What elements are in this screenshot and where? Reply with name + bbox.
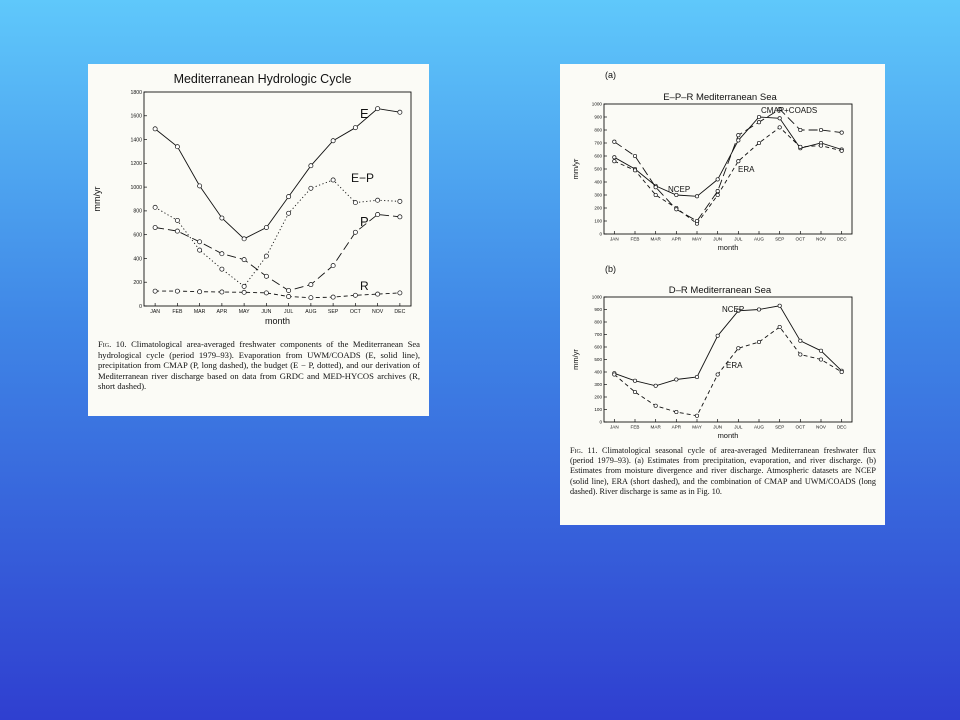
fig11b-series-ncep-point [799,339,802,342]
fig11a-ytick-label: 200 [594,205,602,211]
fig10-series-e-label: E [360,106,369,121]
fig10-series-e-p-point [309,186,313,190]
fig11a-ytick-label: 100 [594,218,602,224]
fig11b-series-era-point [675,410,678,413]
fig10-xtick-label: MAY [238,309,250,316]
fig10-series-p-point [175,229,179,233]
fig11b-series-ncep-point [654,384,657,387]
fig11b-ytick-label: 200 [594,394,602,400]
fig10-series-p-point [198,240,202,244]
fig11a-xtick-label: JUN [713,236,723,242]
fig11b-xtick-label: SEP [775,424,785,430]
fig10-series-r-point [376,292,380,296]
fig10-series-r-point [398,291,402,295]
fig10-series-r-point [353,293,357,297]
fig11b-xtick-label: JAN [609,424,619,430]
fig10-series-p-point [398,215,402,219]
fig11a-series-era-point [799,145,802,148]
fig11b-series-ncep-point [633,379,636,382]
fig11a-ytick-label: 500 [594,166,602,172]
fig11a-series-ncep-point [613,156,616,159]
fig10-series-e-point [398,110,402,114]
fig10-ytick-label: 1600 [130,113,142,120]
fig10-xtick-label: NOV [372,309,384,316]
fig10-ytick-label: 600 [133,232,142,239]
fig11b-series-era-point [695,414,698,417]
fig11b-ytick-label: 800 [594,319,602,325]
fig11a-ytick-label: 600 [594,153,602,159]
fig11a-ytick-label: 700 [594,140,602,146]
fig11a-series-cmap-coads-point [819,128,822,131]
fig10-ytick-label: 400 [133,256,142,263]
fig10-xtick-label: APR [216,309,228,316]
fig11b-xtick-label: APR [671,424,682,430]
fig11b-series-era-point [757,340,760,343]
figure-11-panel [560,64,885,525]
fig11a-xtick-label: DEC [836,236,847,242]
fig11a-series-cmap-coads-point [716,189,719,192]
fig11b-series-era-point [633,390,636,393]
fig11a-series-ncep-point [778,117,781,120]
fig10-series-e-point [353,126,357,130]
fig11a-series-cmap-coads-line [614,109,841,221]
fig11a-series-era-line [614,127,841,223]
fig11b-ytick-label: 1000 [591,294,602,300]
fig11b-ytick-label: 500 [594,357,602,363]
fig11b-series-era-point [778,325,781,328]
fig10-series-p-point [331,263,335,267]
fig11a-series-era-point [633,169,636,172]
fig10-series-e-p-point [220,267,224,271]
fig10-series-r-point [220,290,224,294]
fig11a-title: E–P–R Mediterranean Sea [663,92,777,103]
fig11a-ytick-label: 900 [594,114,602,120]
fig11b-xtick-label: FEB [630,424,640,430]
fig11a-series-cmap-coads-point [840,131,843,134]
fig10-chart [92,72,411,326]
fig11b-series-era-point [799,353,802,356]
fig10-series-p-point [287,288,291,292]
fig10-series-e-p-point [175,218,179,222]
fig10-series-e-point [376,107,380,111]
fig11a-series-era-point [757,141,760,144]
fig10-title: Mediterranean Hydrologic Cycle [173,72,352,86]
fig11a-xtick-label: APR [671,236,682,242]
fig10-series-r-point [153,289,157,293]
fig10-ylabel: mm/yr [92,186,102,212]
fig10-series-p-point [309,283,313,287]
fig10-series-e-point [153,127,157,131]
figure-10-caption [98,339,420,392]
fig10-xtick-label: JAN [150,309,161,316]
fig10-series-e-point [220,216,224,220]
figure-11-caption [570,446,876,497]
fig11a-series-ncep-point [757,115,760,118]
fig11a-series-ncep-label: NCEP [668,185,691,194]
fig11a-xtick-label: SEP [775,236,785,242]
fig11a-series-cmap-coads-point [737,134,740,137]
fig10-series-e-p-point [242,284,246,288]
fig10-xtick-label: JUL [284,309,294,316]
fig11a-ytick-label: 800 [594,127,602,133]
fig11a-series-era-point [778,126,781,129]
fig11b-ytick-label: 100 [594,407,602,413]
fig10-series-p-point [220,252,224,256]
fig11b-series-era-point [716,373,719,376]
fig11a-series-cmap-coads-point [695,219,698,222]
fig11b-series-ncep-point [819,349,822,352]
fig10-ytick-label: 1000 [130,184,142,191]
fig10-xtick-label: OCT [349,309,361,316]
fig11b-xtick-label: DEC [836,424,847,430]
fig11b-ytick-label: 300 [594,382,602,388]
fig10-ytick-label: 1800 [130,89,142,96]
fig10-series-r-point [309,296,313,300]
fig11a-ylabel: mm/yr [571,158,580,180]
fig11a-xtick-label: MAY [692,236,702,242]
fig10-xtick-label: DEC [394,309,406,316]
fig10-xtick-label: MAR [193,309,206,316]
figure-11-caption-lead: Fig. 11. [570,446,598,455]
fig10-series-r-point [198,290,202,294]
fig10-series-e-p-point [198,248,202,252]
fig11a-series-era-label: ERA [738,165,755,174]
fig11a-ytick-label: 0 [599,231,602,237]
fig10-series-p-point [376,212,380,216]
fig11a-xtick-label: AUG [754,236,764,242]
fig11a-xtick-label: OCT [795,236,806,242]
fig10-series-p-point [242,258,246,262]
fig11a-series-era-point [819,144,822,147]
fig11b-series-ncep-point [757,308,760,311]
fig10-series-e-p-point [153,205,157,209]
figure-10-panel [88,64,429,416]
fig11b-ytick-label: 400 [594,369,602,375]
fig11a-series-cmap-coads-point [675,208,678,211]
fig11b-title: D–R Mediterranean Sea [668,285,772,296]
fig10-ytick-label: 0 [139,303,142,310]
fig11b-ylabel: mm/yr [571,349,580,370]
fig10-xlabel: month [264,316,291,327]
fig11a-series-era-point [716,193,719,196]
fig11b-series-era-point [654,404,657,407]
fig10-series-e-point [287,195,291,199]
fig11b-series-ncep-point [778,304,781,307]
fig11b-series-era-point [737,347,740,350]
fig11b-xtick-label: NOV [816,424,826,430]
figure-10-caption-text: Climatological area-averaged freshwater components of the Mediterranean Sea hydrological cycle (period 1979–93). Evaporation from UWM/COADS (E, solid line), precipitation from CMAP (P, long dashed), the budget (E − P, dotted), and our derivation of Mediterranean river discharge based on data from GRDC and MED-HYCOS archives (R, short dashed). [98,339,420,392]
fig11a-xtick-label: NOV [816,236,826,242]
fig11b-xtick-label: JUN [713,424,723,430]
fig11b-ytick-label: 0 [599,419,602,425]
fig10-series-e-p-point [398,199,402,203]
fig10-xtick-label: JUN [261,309,272,316]
fig10-xtick-label: SEP [327,309,339,316]
fig11a-series-era-point [737,160,740,163]
fig11b-series-ncep-label: NCEP [722,305,745,314]
fig11a-xtick-label: MAR [650,236,661,242]
fig10-series-e-p-label: E−P [351,171,375,185]
fig11b-series-ncep-point [675,378,678,381]
fig10-ytick-label: 1400 [130,137,142,144]
fig11a-chart [571,92,852,252]
fig11b-ytick-label: 600 [594,344,602,350]
fig11a-xtick-label: FEB [630,236,640,242]
fig10-series-e-p-point [287,211,291,215]
fig10-ytick-label: 1200 [130,161,142,168]
fig11b-series-ncep-point [695,375,698,378]
fig11b-series-ncep-point [716,334,719,337]
fig11a-series-era-point [654,193,657,196]
fig10-series-e-p-point [376,198,380,202]
fig11b-series-era-point [613,373,616,376]
fig10-series-e-point [242,237,246,241]
fig11a-ytick-label: 1000 [591,101,602,107]
fig10-series-p-point [353,230,357,234]
figure-10-caption-lead: Fig. 10. [98,339,127,349]
fig11b-chart [571,285,852,440]
fig10-series-r-label: R [360,279,369,293]
panel-b-tag: (b) [605,264,616,274]
fig11a-xtick-label: JAN [609,236,619,242]
fig11b-xtick-label: JUL [734,424,743,430]
fig11b-series-era-point [819,358,822,361]
fig11a-xtick-label: JUL [734,236,743,242]
fig11b-xlabel: month [717,431,739,441]
fig11a-series-cmap-coads-point [799,128,802,131]
fig11a-series-era-point [613,160,616,163]
fig10-series-e-p-line [155,180,400,286]
fig11a-ytick-label: 300 [594,192,602,198]
fig11b-series-era-label: ERA [726,361,743,370]
fig10-series-r-point [242,290,246,294]
fig11a-series-cmap-coads-point [654,186,657,189]
fig10-plot-frame [144,92,411,306]
fig10-series-p-label: P [360,214,369,229]
fig11b-xtick-label: MAR [650,424,661,430]
fig11a-series-ncep-point [695,195,698,198]
fig11a-series-era-point [840,149,843,152]
fig11b-plot-frame [604,297,852,422]
fig11b-xtick-label: MAY [692,424,702,430]
fig10-series-r-point [175,289,179,293]
fig10-xtick-label: AUG [305,309,317,316]
fig11b-ytick-label: 900 [594,307,602,313]
fig11b-xtick-label: OCT [795,424,806,430]
fig11b-series-ncep-line [614,306,841,386]
fig10-series-e-point [331,139,335,143]
fig10-series-r-point [264,291,268,295]
panel-a-tag: (a) [605,70,616,80]
fig11a-ytick-label: 400 [594,179,602,185]
fig11a-series-cmap-coads-point [757,121,760,124]
fig10-series-e-p-point [353,200,357,204]
fig10-series-e-point [175,145,179,149]
fig10-series-e-point [264,225,268,229]
fig10-series-p-point [264,274,268,278]
fig11a-series-cmap-coads-point [633,154,636,157]
fig10-series-e-point [198,184,202,188]
fig11b-ytick-label: 700 [594,332,602,338]
fig11a-plot-frame [604,104,852,234]
fig11a-series-ncep-line [614,117,841,196]
fig11a-xlabel: month [717,243,739,253]
fig11a-series-cmap-coads-label: CMAP+COADS [761,106,818,115]
fig10-ytick-label: 200 [133,280,142,287]
fig11a-series-ncep-point [716,178,719,181]
fig10-xtick-label: FEB [172,309,183,316]
figure-11-caption-text: Climatological seasonal cycle of area-averaged Mediterranean freshwater flux (period 1979–93). (a) Estimates from precipitation, evaporation, and river discharge. (b) Estimates from moisture divergence and river discharge. Atmospheric datasets are NCEP (solid line), ERA (short dashed), and the combination of CMAP and UWM/COADS (long dashed). River discharge is same as in Fig. 10. [570,446,877,496]
fig10-series-r-point [331,295,335,299]
fig11a-series-cmap-coads-point [613,140,616,143]
fig10-series-e-point [309,164,313,168]
fig10-series-e-p-point [264,254,268,258]
fig10-series-p-point [153,225,157,229]
fig10-series-r-point [287,294,291,298]
fig11b-series-era-line [614,327,841,416]
fig11b-series-era-point [840,370,843,373]
fig11b-xtick-label: AUG [754,424,764,430]
fig10-series-e-p-point [331,178,335,182]
fig10-ytick-label: 800 [133,208,142,215]
